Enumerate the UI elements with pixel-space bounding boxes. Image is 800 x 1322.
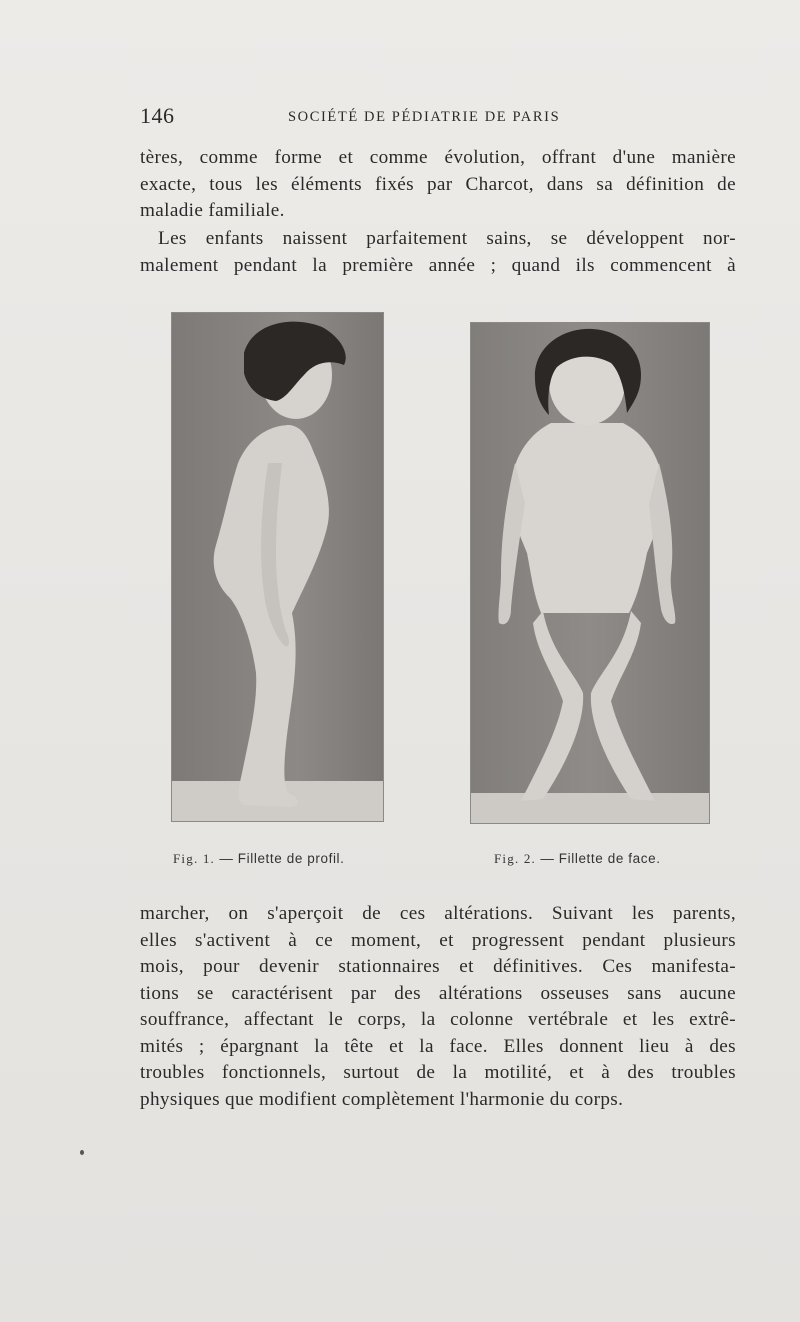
text-line: Les enfants naissent parfaitement sains, se développent nor- xyxy=(158,228,736,249)
text-line: physiques que modifient complètement l'harmonie du corps. xyxy=(140,1088,624,1110)
figure-1-caption xyxy=(173,851,345,867)
paragraph-2 xyxy=(140,226,736,279)
text-line: elles s'activent à ce moment, et progressent pendant plusieurs xyxy=(140,929,736,951)
text-line: exacte, tous les éléments fixés par Charcot, dans sa définition de xyxy=(140,173,736,195)
text-line: souffrance, affectant le corps, la colonne vertébrale et les extrê- xyxy=(140,1009,736,1030)
running-head xyxy=(140,103,730,133)
figure-2-caption xyxy=(494,851,661,867)
figure-2-caption-text: — Fillette de face. xyxy=(540,851,661,866)
text-line: mois, pour devenir stationnaires et définitives. Ces manifesta- xyxy=(140,956,736,977)
journal-title: SOCIÉTÉ DE PÉDIATRIE DE PARIS xyxy=(288,109,561,125)
figure-1-caption-text: — Fillette de profil. xyxy=(219,851,345,866)
paragraph-1 xyxy=(140,145,736,225)
ink-speck xyxy=(80,1150,84,1155)
text-line: troubles fonctionnels, surtout de la motilité, et à des troubles xyxy=(140,1062,736,1083)
text-line: mités ; épargnant la tête et la face. Elles donnent lieu à des xyxy=(140,1035,736,1057)
text-line: malement pendant la première année ; quand ils commencent à xyxy=(140,254,736,276)
paragraph-3 xyxy=(140,901,736,1113)
figure-1-photo xyxy=(171,312,384,822)
figure-1-label: Fig. 1. xyxy=(173,851,215,866)
text-line: tions se caractérisent par des altérations osseuses sans aucune xyxy=(140,982,736,1004)
text-line: marcher, on s'aperçoit de ces altérations. Suivant les parents, xyxy=(140,903,736,924)
text-line: maladie familiale. xyxy=(140,200,285,221)
page-number: 146 xyxy=(140,103,175,128)
figure-2-photo xyxy=(470,322,710,824)
figure-2-label: Fig. 2. xyxy=(494,851,536,866)
text-line: tères, comme forme et comme évolution, offrant d'une manière xyxy=(140,147,736,168)
